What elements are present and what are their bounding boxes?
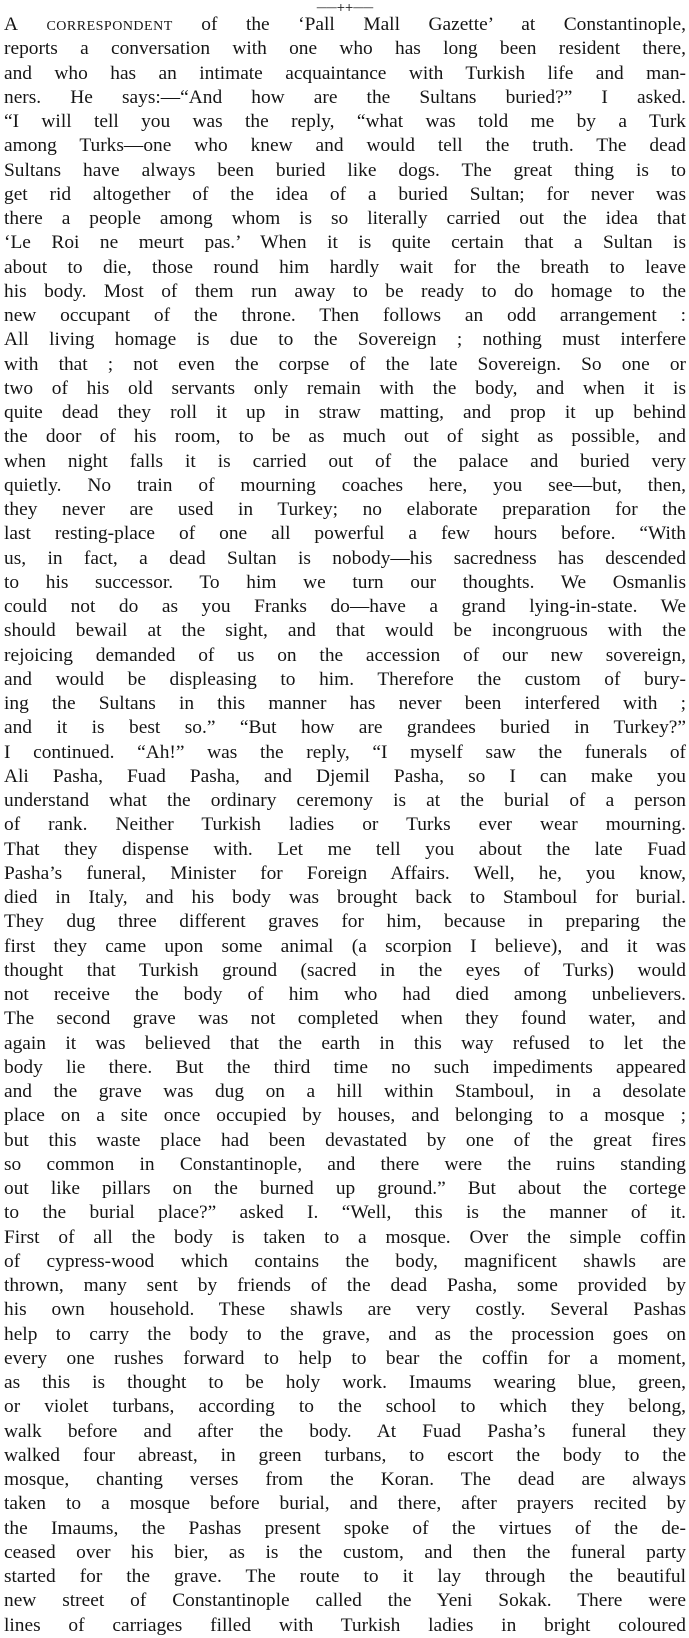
article-line: his own household. These shawls are very costly. Several Pashas — [4, 1299, 686, 1321]
article-line: again it was believed that the earth in this way refused to let the — [4, 1032, 686, 1054]
article-line: about to die, those round him hardly wait for the breath to leave — [4, 256, 686, 278]
article-line: place on a site once occupied by houses, and belonging to a mosque ; — [4, 1105, 686, 1127]
article-line: help to carry the body to the grave, and as the procession goes on — [4, 1323, 686, 1345]
article-line: of cypress-wood which contains the body, magnificent shawls are — [4, 1250, 686, 1272]
article-line: body lie there. But the third time no such impediments appeared — [4, 1056, 686, 1078]
article-line: but this waste place had been devastated by one of the great fires — [4, 1129, 686, 1151]
article-line: to the burial place?” asked I. “Well, this is the manner of it. — [4, 1202, 686, 1224]
article-line: and would be displeasing to him. Therefore the custom of bury- — [4, 668, 686, 690]
article-body — [4, 13, 686, 1638]
article-line: walked four abreast, in green turbans, to escort the body to the — [4, 1444, 686, 1466]
article-line: rejoicing demanded of us on the accession of our new sovereign, — [4, 644, 686, 666]
article-line: lines of carriages filled with Turkish ladies in bright coloured — [4, 1614, 686, 1636]
article-line: out like pillars on the burned up ground.” But about the cortege — [4, 1178, 686, 1199]
article-line: so common in Constantinople, and there were the ruins standing — [4, 1153, 686, 1175]
article-line: should bewail at the sight, and that would be incongruous with the — [4, 620, 686, 642]
article-line: started for the grave. The route to it lay through the beautiful — [4, 1566, 686, 1587]
article-line: of rank. Neither Turkish ladies or Turks ever wear mourning. — [4, 814, 686, 836]
article-line: every one rushes forward to help to bear the coffin for a moment, — [4, 1347, 686, 1369]
article-line: and it is best so.” “But how are grandees buried in Turkey?” — [4, 717, 686, 739]
article-line: new occupant of the throne. Then follows an odd arrangement : — [4, 305, 686, 326]
article-line: not receive the body of him who had died among unbelievers. — [4, 984, 686, 1005]
article-line: mosque, chanting verses from the Koran. The dead are always — [4, 1469, 686, 1490]
article-line: us, in fact, a dead Sultan is nobody—his sacredness has descended — [4, 547, 686, 569]
article-line: died in Italy, and his body was brought back to Stamboul for burial. — [4, 887, 686, 908]
article-line: get rid altogether of the idea of a buried Sultan; for never was — [4, 183, 686, 205]
article-line: last resting-place of one all powerful a few hours before. “With — [4, 523, 686, 545]
article-line: taken to a mosque before burial, and there, after prayers recited by — [4, 1493, 686, 1515]
article-line: reports a conversation with one who has long been resident there, — [4, 38, 686, 60]
article-line: and the grave was dug on a hill within Stamboul, in a desolate — [4, 1081, 686, 1102]
article-line — [4, 13, 686, 37]
article-line: they never are used in Turkey; no elaborate preparation for the — [4, 499, 686, 520]
article-line: there a people among whom is so literally carried out the idea that — [4, 208, 686, 229]
article-line: the Imaums, the Pashas present spoke of the virtues of the de- — [4, 1517, 686, 1539]
article-line: two of his old servants only remain with the body, and when it is — [4, 377, 686, 399]
article-line: “I will tell you was the reply, “what was told me by a Turk — [4, 111, 686, 132]
article-line: quietly. No train of mourning coaches here, you see—but, then, — [4, 474, 686, 496]
article-line: understand what the ordinary ceremony is at the burial of a person — [4, 790, 686, 811]
article-line: All living homage is due to the Sovereign ; nothing must interfere — [4, 329, 686, 351]
article-line: The second grave was not completed when they found water, and — [4, 1008, 686, 1030]
article-line: when night falls it is carried out of the palace and buried very — [4, 450, 686, 472]
article-line: I continued. “Ah!” was the reply, “I myself saw the funerals of — [4, 741, 686, 763]
article-line: ners. He says:—“And how are the Sultans buried?” I asked. — [4, 86, 686, 108]
article-line: First of all the body is taken to a mosque. Over the simple coffin — [4, 1226, 686, 1248]
lead-smallcaps: A correspondent — [4, 14, 173, 35]
article-line: thought that Turkish ground (sacred in the eyes of Turks) would — [4, 959, 686, 981]
article-line: or violet turbans, according to the school to which they belong, — [4, 1396, 686, 1418]
article-line: among Turks—one who knew and would tell the truth. The dead — [4, 135, 686, 157]
article-line: thrown, many sent by friends of the dead Pasha, some provided by — [4, 1275, 686, 1296]
article-line: ‘Le Roi ne meurt pas.’ When it is quite certain that a Sultan is — [4, 232, 686, 254]
article-line: Sultans have always been buried like dogs. The great thing is to — [4, 159, 686, 181]
article-line: as this is thought to be holy work. Imaums wearing blue, green, — [4, 1372, 686, 1393]
first-line-rest: of the ‘Pall Mall Gazette’ at Constantinople, — [172, 14, 687, 35]
article-line: ing the Sultans in this manner has never been interfered with ; — [4, 693, 686, 714]
article-line: the door of his room, to be as much out of sight as possible, and — [4, 426, 686, 448]
article-line: They dug three different graves for him, because in preparing the — [4, 911, 686, 933]
article-line: That they dispense with. Let me tell you about the late Fuad — [4, 838, 686, 860]
article-line: and who has an intimate acquaintance with Turkish life and man- — [4, 62, 686, 84]
article-line: quite dead they roll it up in straw matting, and prop it up behind — [4, 402, 686, 423]
article-line: new street of Constantinople called the Yeni Sokak. There were — [4, 1590, 686, 1612]
article-line: first they came upon some animal (a scorpion I believe), and it was — [4, 935, 686, 957]
article-line: with that ; not even the corpse of the late Sovereign. So one or — [4, 353, 686, 375]
article-line: walk before and after the body. At Fuad Pasha’s funeral they — [4, 1420, 686, 1442]
article-line: could not do as you Franks do—have a grand lying-in-state. We — [4, 596, 686, 617]
article-line: Pasha’s funeral, Minister for Foreign Affairs. Well, he, you know, — [4, 862, 686, 884]
section-ornament: ——++—— — [316, 1, 373, 14]
article-line: his body. Most of them run away to be ready to do homage to the — [4, 280, 686, 302]
article-line: ceased over his bier, as is the custom, and then the funeral party — [4, 1541, 686, 1563]
article-line: Ali Pasha, Fuad Pasha, and Djemil Pasha, so I can make you — [4, 765, 686, 787]
article-line: to his successor. To him we turn our thoughts. We Osmanlis — [4, 571, 686, 593]
